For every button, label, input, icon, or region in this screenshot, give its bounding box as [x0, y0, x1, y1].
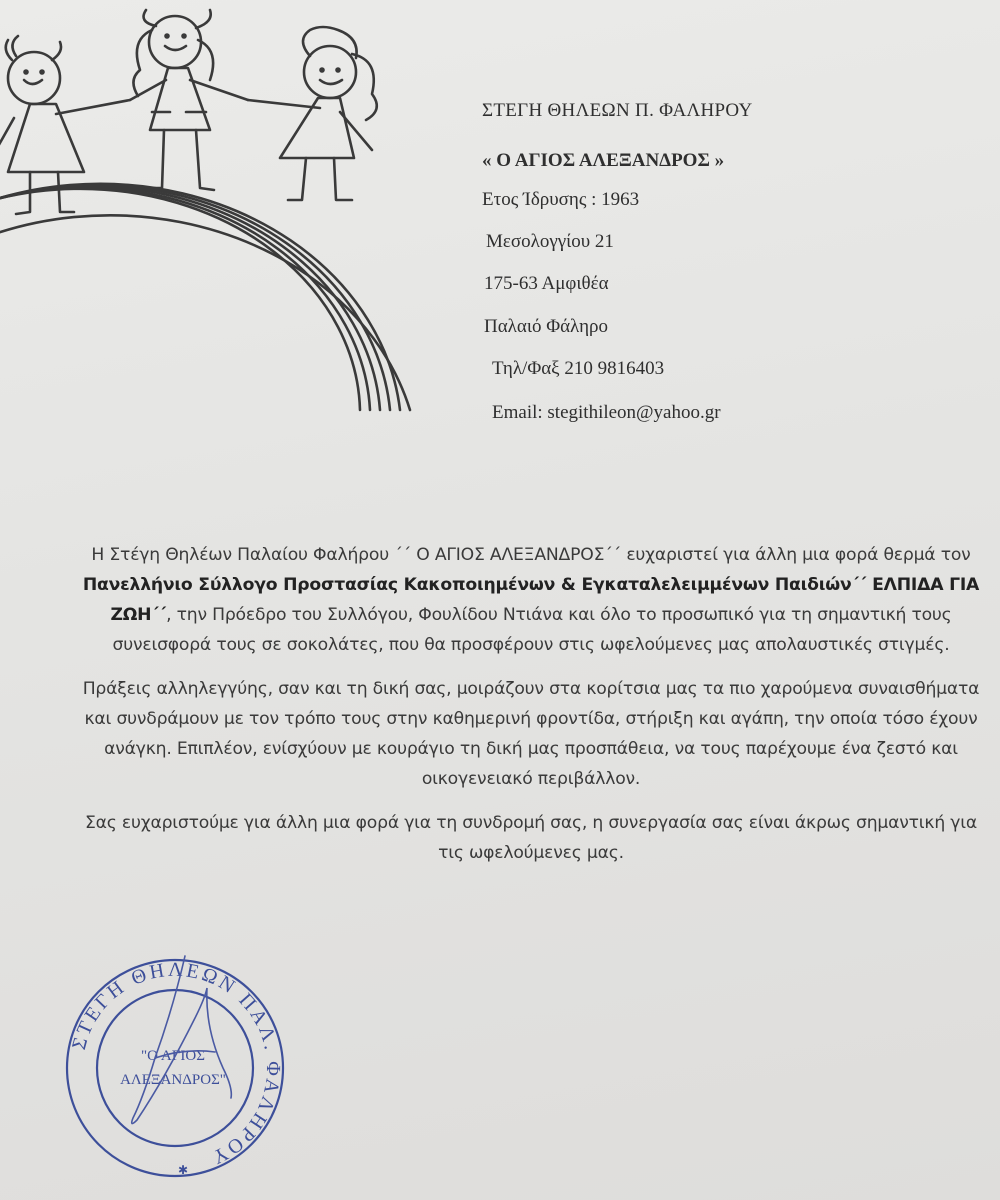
phone-fax: Τηλ/Φαξ 210 9816403 [492, 358, 665, 379]
email-address: Email: stegithileon@yahoo.gr [492, 402, 721, 423]
stamp-center-line-2: ΑΛΕΞΑΝΔΡΟΣ" [120, 1072, 226, 1088]
paragraph-1: Η Στέγη Θηλέων Παλαίου Φαλήρου ΄΄ Ο ΑΓΙΟΣ ΑΛΕΞΑΝΔΡΟΣ΄΄ ευχαριστεί για άλλη μια φορά θερμά τον Πανελλήνιο Σύλλογο Προστασίας Κακοποιημένων & Εγκαταλελειμμένων Παιδιών΄΄ ΕΛΠΙΔΑ ΓΙΑ ΖΩΗ΄΄, την Πρόεδρο του Συλλόγου, Φουλίδου Ντιάνα και όλο το προσωπικό για τη σημαντική τους συνεισφορά τους σε σοκολάτες, που θα προσφέρουν στις ωφελούμενες μας απολαυστικές στιγμές. [82, 545, 980, 655]
letter-body [78, 540, 984, 882]
street-address: Μεσολογγίου 21 [486, 231, 614, 252]
postal-address: 175-63 Αμφιθέα [484, 273, 609, 294]
stamp-ring-text: ΣΤΕΓΗ ΘΗΛΕΩΝ ΠΑΛ. ΦΑΛΗΡΟΥ [67, 958, 285, 1170]
city: Παλαιό Φάληρο [484, 316, 609, 337]
paragraph-3: Σας ευχαριστούμε για άλλη μια φορά για τη συνδρομή σας, η συνεργασία σας είναι άκρως σημαντική για τις ωφελούμενες μας. [84, 813, 978, 863]
association-name: Πανελλήνιο Σύλλογο Προστασίας Κακοποιημένων & Εγκαταλελειμμένων Παιδιών΄΄ ΕΛΠΙΔΑ ΓΙΑ ΖΩΗ΄΄ [82, 575, 980, 625]
official-stamp [55, 948, 295, 1188]
girls-rainbow-logo [0, 0, 470, 430]
stamp-center-line-1: "Ο ΑΓΙΟΣ [141, 1048, 205, 1064]
founded-year: Ετος Ίδρυσης : 1963 [482, 189, 640, 210]
paragraph-2: Πράξεις αλληλεγγύης, σαν και τη δική σας, μοιράζουν στα κορίτσια μας τα πιο χαρούμενα συναισθήματα και συνδράμουν με τον τρόπο τους στην καθημερινή φροντίδα, στήριξη και αγάπη, την οποία τόσο έχουν ανάγκη. Επιπλέον, ενίσχύουν με κουράγιο τη δική μας προσπάθεια, να τους παρέχουμε ένα ζεστό και οικογενειακό περιβάλλον. [82, 679, 980, 789]
organization-name: ΣΤΕΓΗ ΘΗΛΕΩΝ Π. ΦΑΛΗΡΟΥ [482, 100, 753, 121]
stamp-star-icon: ✱ [177, 1163, 189, 1177]
organization-title: « Ο ΑΓΙΟΣ ΑΛΕΞΑΝΔΡΟΣ » [482, 150, 725, 171]
